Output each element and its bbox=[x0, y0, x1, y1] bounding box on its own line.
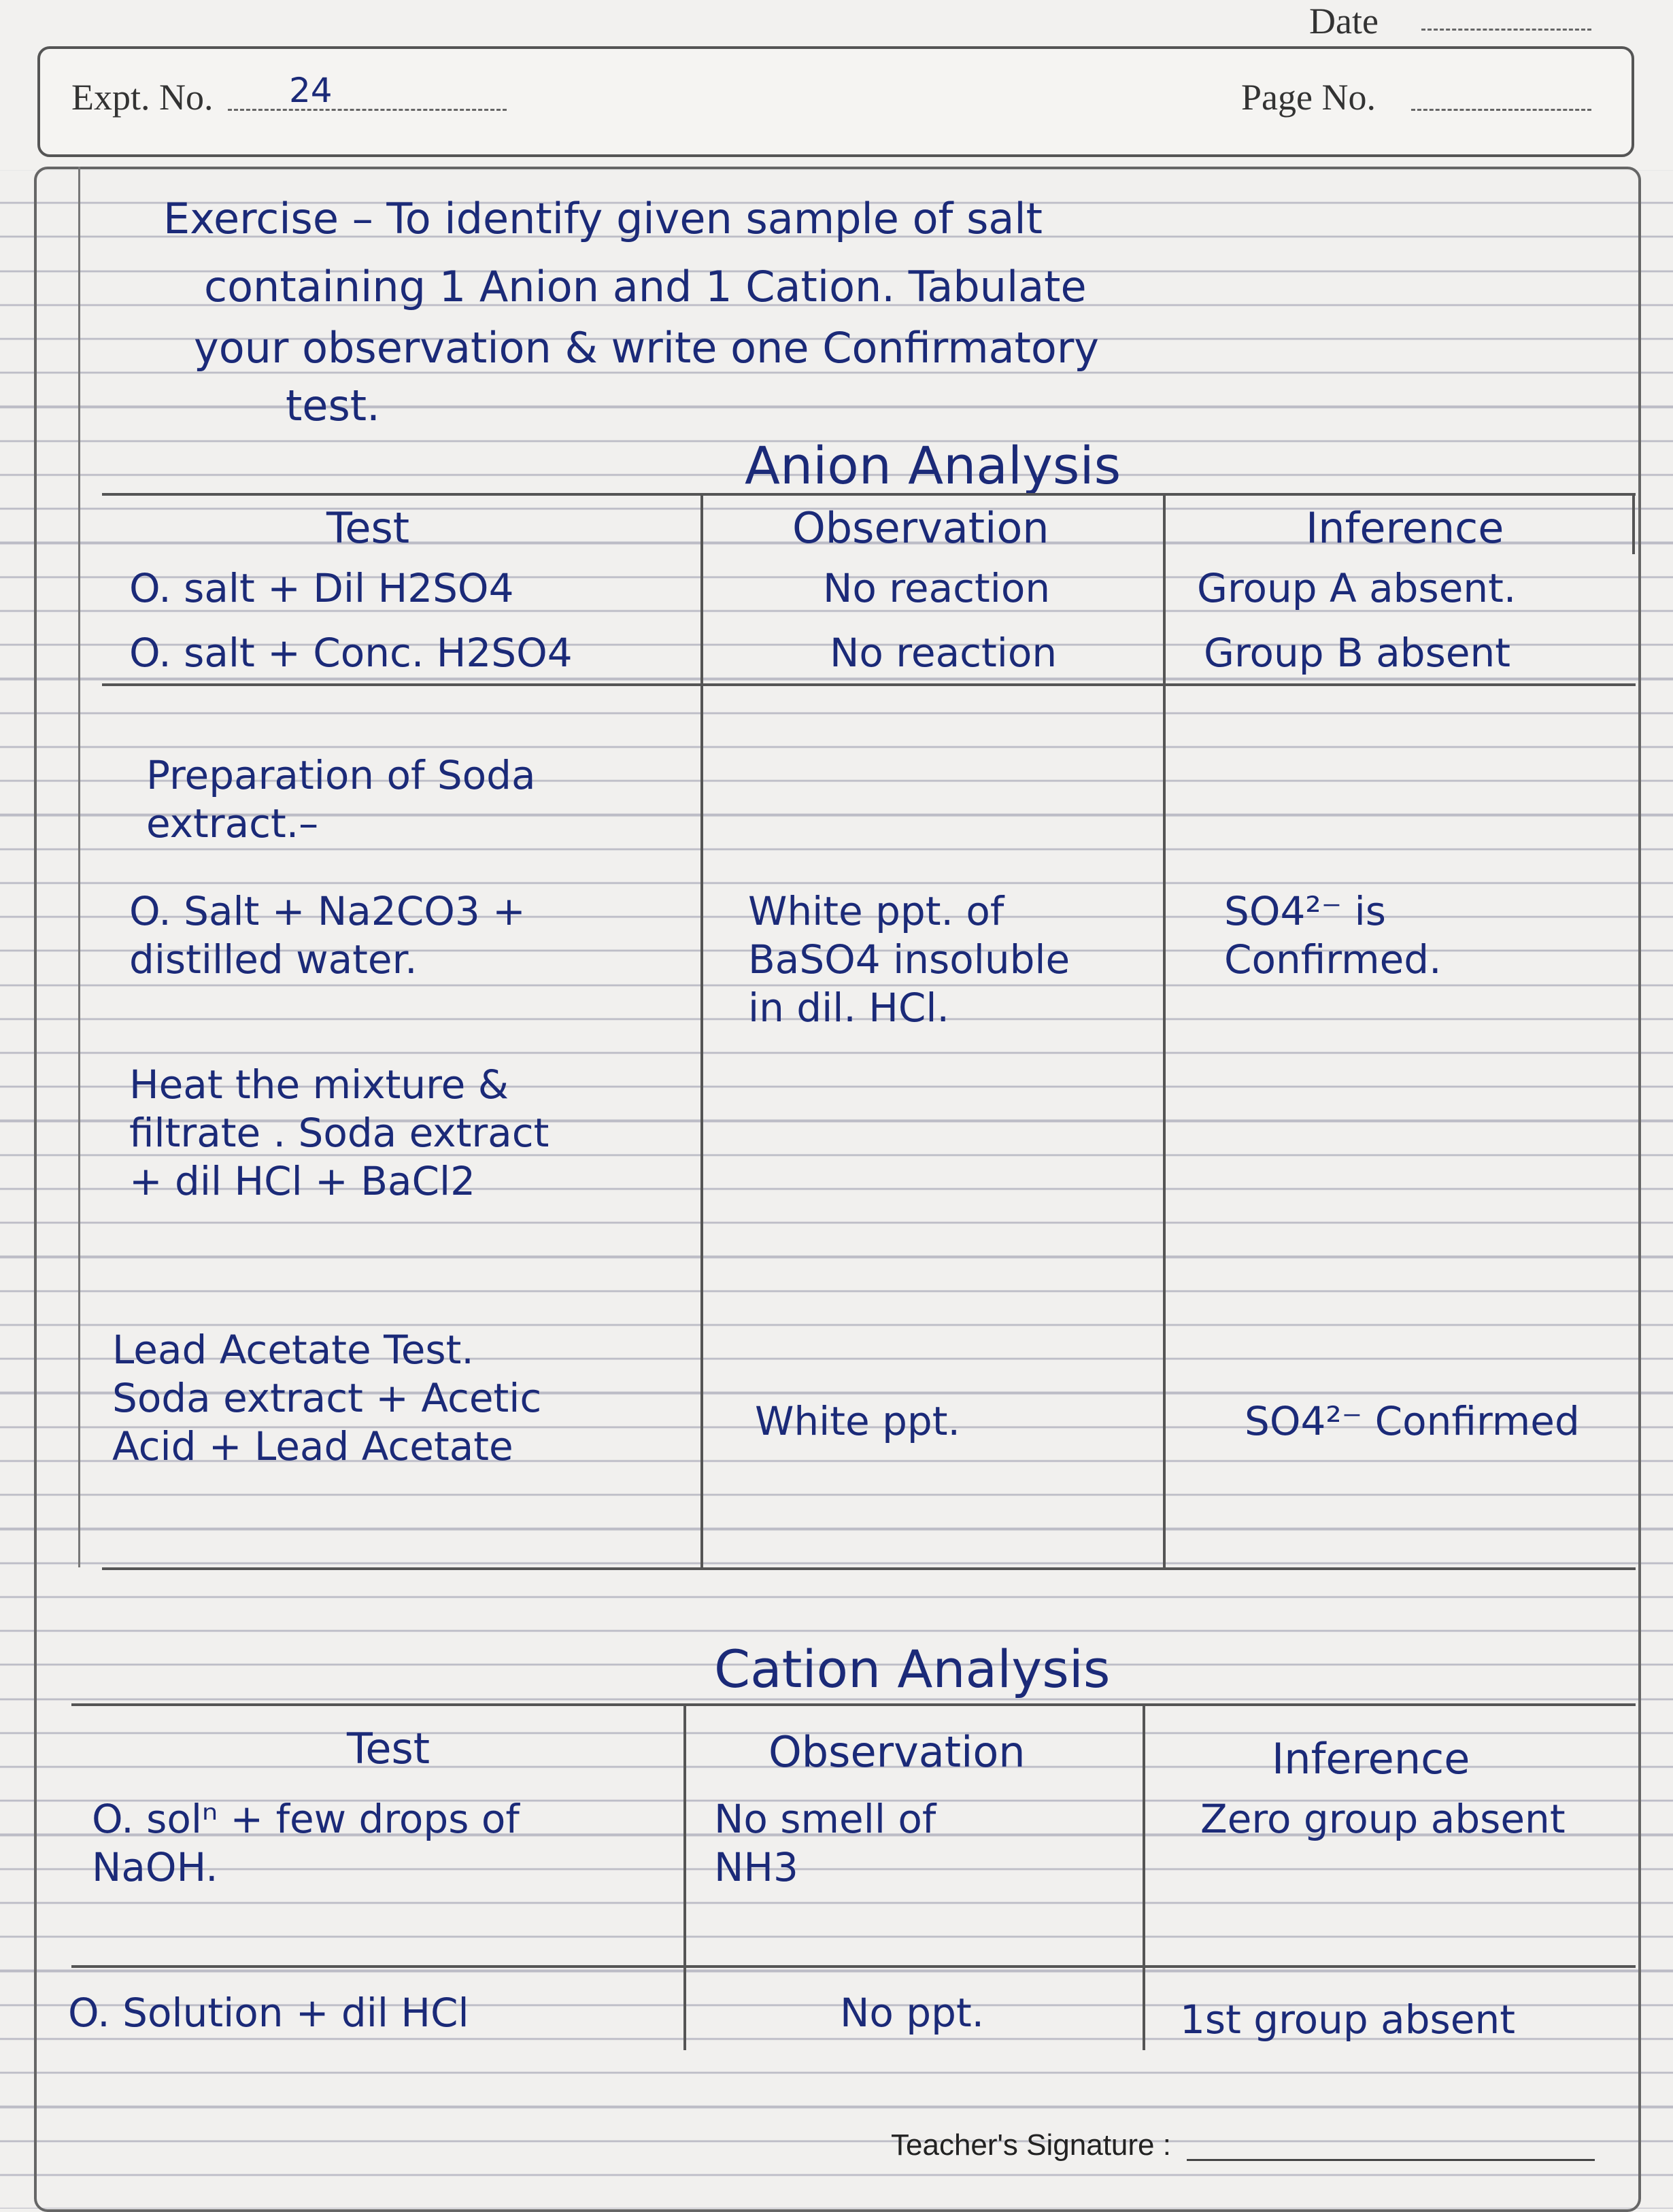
exercise-line-2: containing 1 Anion and 1 Cation. Tabulate bbox=[204, 262, 1087, 311]
anion-row-4-test: O. Salt + Na2CO3 + distilled water. bbox=[129, 888, 526, 983]
anion-table-top-border bbox=[102, 493, 1636, 496]
anion-col-inference: Inference bbox=[1306, 503, 1504, 553]
cation-row-2-inference: 1st group absent bbox=[1180, 1996, 1515, 2043]
anion-row-5-test: Heat the mixture & filtrate . Soda extract + dil HCl + BaCl2 bbox=[129, 1061, 550, 1204]
teacher-signature-line bbox=[1187, 2159, 1595, 2161]
anion-row-6-test: Lead Acetate Test. Soda extract + Acetic Acid + Lead Acetate bbox=[112, 1327, 542, 1469]
anion-col-test: Test bbox=[326, 503, 410, 553]
anion-row-1-test: O. salt + Dil H2SO4 bbox=[129, 565, 514, 611]
margin-line bbox=[78, 167, 80, 1567]
anion-row-4-inference: SO4²⁻ is Confirmed. bbox=[1224, 888, 1442, 983]
anion-heading: Anion Analysis bbox=[745, 435, 1121, 496]
experiment-header-box bbox=[37, 46, 1634, 157]
anion-row-divider bbox=[102, 683, 1636, 686]
anion-right-border bbox=[1632, 493, 1635, 554]
exercise-line-1: Exercise – To identify given sample of salt bbox=[163, 194, 1043, 243]
anion-row-4-observation: White ppt. of BaSO4 insoluble in dil. HCl. bbox=[748, 888, 1070, 1031]
anion-col-divider-2 bbox=[1163, 493, 1166, 1567]
anion-row-1-observation: No reaction bbox=[823, 565, 1051, 611]
anion-row-3-test: Preparation of Soda extract.– bbox=[146, 752, 536, 847]
cation-row-1-test: O. solⁿ + few drops of NaOH. bbox=[92, 1796, 520, 1890]
anion-row-2-observation: No reaction bbox=[830, 630, 1058, 676]
cation-row-2-test: O. Solution + dil HCl bbox=[68, 1990, 469, 2036]
cation-row-1-inference: Zero group absent bbox=[1200, 1796, 1566, 1842]
anion-col-observation: Observation bbox=[792, 503, 1049, 553]
anion-row-2-test: O. salt + Conc. H2SO4 bbox=[129, 630, 573, 676]
date-label: Date bbox=[1309, 1, 1379, 41]
cation-col-inference: Inference bbox=[1272, 1734, 1470, 1784]
page-no-label: Page No. bbox=[1241, 77, 1376, 118]
anion-row-6-inference: SO4²⁻ Confirmed bbox=[1245, 1398, 1580, 1444]
expt-no-blank-line bbox=[228, 109, 507, 111]
teacher-signature-label: Teacher's Signature : bbox=[891, 2128, 1171, 2162]
anion-row-1-inference: Group A absent. bbox=[1197, 565, 1517, 611]
cation-col-observation: Observation bbox=[768, 1727, 1026, 1777]
exercise-line-4: test. bbox=[286, 381, 380, 430]
expt-no-label: Expt. No. bbox=[71, 77, 214, 118]
cation-heading: Cation Analysis bbox=[714, 1639, 1111, 1699]
cation-row-1-observation: No smell of NH3 bbox=[714, 1796, 936, 1890]
cation-table-top-border bbox=[71, 1703, 1636, 1706]
anion-row-6-observation: White ppt. bbox=[755, 1398, 960, 1444]
cation-col-test: Test bbox=[347, 1724, 430, 1773]
date-blank-line bbox=[1421, 29, 1591, 31]
page-no-blank-line bbox=[1411, 109, 1591, 111]
expt-no-value: 24 bbox=[289, 71, 333, 110]
cation-row-2-observation: No ppt. bbox=[840, 1990, 985, 2036]
exercise-line-3: your observation & write one Confirmatory bbox=[194, 323, 1100, 373]
cation-row-divider bbox=[71, 1965, 1636, 1968]
anion-row-2-inference: Group B absent bbox=[1204, 630, 1511, 676]
anion-col-divider-1 bbox=[700, 493, 703, 1567]
cation-col-divider-1 bbox=[683, 1703, 686, 2050]
anion-table-bottom-border bbox=[102, 1567, 1636, 1570]
cation-col-divider-2 bbox=[1143, 1703, 1145, 2050]
